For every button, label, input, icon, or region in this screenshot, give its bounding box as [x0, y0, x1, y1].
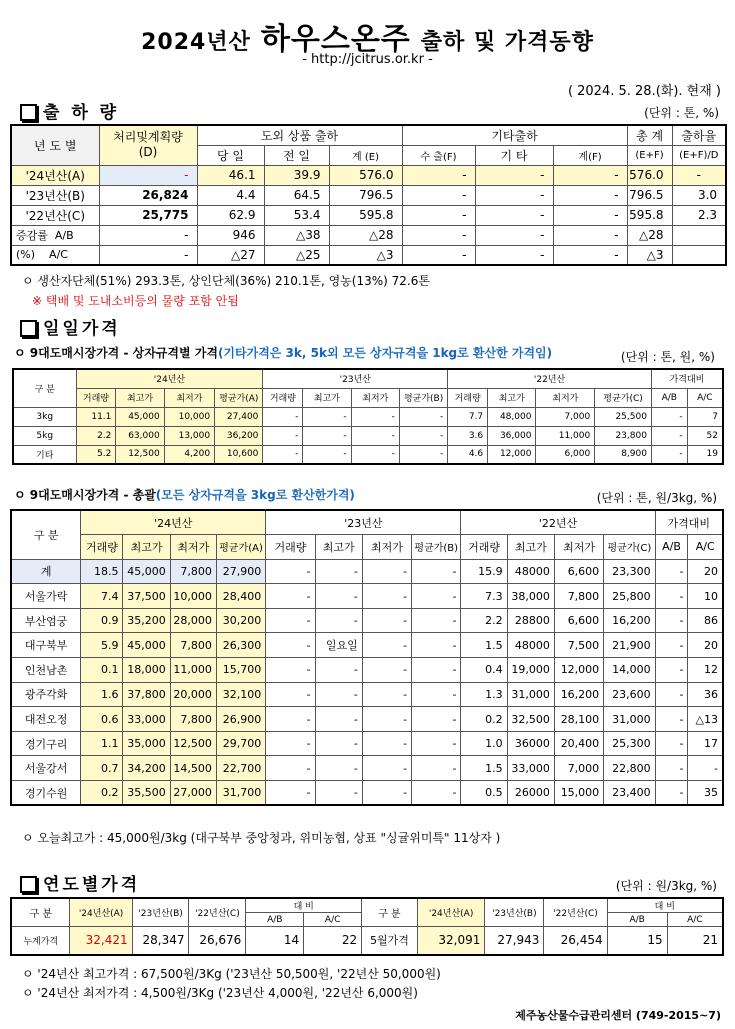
daily-note: ㅇ 오늘최고가 : 45,000원/3kg (대구북부 중앙청과, 위미농협, 상표 "싱귤위미특" 11상자 ) — [22, 831, 501, 845]
table-row: 증감률 A/B - 946 △38 △28 - - - △28 — [11, 225, 726, 245]
table-row: '22년산(C) 25,775 62.9 53.4 595.8 - - - 595.8 2.3 — [11, 205, 726, 225]
table-row: 5kg 2.2 63,000 13,000 36,200 - - - - 3.6 36,000 11,000 23,800 - 52 — [13, 426, 723, 445]
col-sum-f: 계(F) — [553, 145, 627, 165]
shipment-unit: (단위 : 톤, %) — [644, 106, 719, 120]
col-ratio: 출하율 — [672, 125, 726, 145]
checkbox-square-icon — [20, 320, 37, 337]
yearly-unit: (단위 : 원/3kg, %) — [615, 879, 717, 893]
daily-subtitle-1: ㅇ 9대도매시장가격 - 상자규격별 가격(기타가격은 3k, 5k외 모든 상자규격을 1kg로 환산한 가격임) — [14, 346, 553, 360]
col-year: 년 도 별 — [11, 125, 99, 165]
col-sum-e: 계 (E) — [329, 145, 402, 165]
col-today: 당 일 — [197, 145, 264, 165]
shipment-warning: ※ 택배 및 도내소비등의 물량 포함 안됨 — [32, 294, 239, 308]
yearly-price-table: 구 분 '24년산(A) '23년산(B) '22년산(C) 대 비 구 분 '24년산(A) '23년산(B) '22년산(C) 대 비 A/B A/C A/B A/C 누계가격 32,421 28,347 26,676 14 22 5월가격 32,091 27,943 26,454 15 21 — [10, 897, 724, 956]
col-processing: 처리및계획량 (D) — [99, 125, 197, 165]
col-etc: 기 타 — [475, 145, 553, 165]
table-row: 대전오정 0.6 33,000 7,800 26,900 - - - - 0.2 32,500 28,100 31,000 - △13 — [11, 707, 723, 732]
section-daily-title: 일일가격 — [20, 314, 121, 339]
table-row: 서울강서 0.7 34,200 14,500 22,700 - - - - 1.5 33,000 7,000 22,800 - - — [11, 756, 723, 781]
table-row: 계 18.5 45,000 7,800 27,900 - - - - 15.9 48000 6,600 23,300 - 20 — [11, 559, 723, 584]
table-row: '23년산(B) 26,824 4.4 64.5 796.5 - - - 796.5 3.0 — [11, 185, 726, 205]
daily-subtitle-2: ㅇ 9대도매시장가격 - 총괄(모든 상자규격을 3kg로 환산한가격) — [14, 488, 355, 502]
table-row: 서울가락 7.4 37,500 10,000 28,400 - - - - 7.3 38,000 7,800 25,800 - 10 — [11, 584, 723, 609]
col-domestic: 도외 상품 출하 — [197, 125, 402, 145]
total-price-table: 구 분 '24년산 '23년산 '22년산 가격대비 거래량 최고가 최저가 평균가(A) 거래량 최고가 최저가 평균가(B) 거래량 최고가 최저가 평균가(C) A/B A/C 계 18.5 45,000 7,800 27,900 - - - - 15.9 48000 6,600 23,300 - 20 서울가락 7.4 37,500 10,000 28,400 - - - - 7.3 38,000 7,800 25,800 - 10 부산엄궁 0.9 35,200 28,000 30,200 - - - - 2.2 28800 6,600 16,200 - 86 대구북부 5.9 45,000 7,800 26,300 - 일요일 - - 1.5 48000 7,500 21,900 - 20 인천남촌 0.1 18,000 11,000 15,700 - - - - 0.4 19,000 12,000 14,000 - 12 광주각화 1.6 37,800 20,000 32,100 - - - - 1.3 31,000 16,200 23,600 - 36 대전오정 0.6 33,000 7,800 26,900 - - - - 0.2 32,500 28,100 31,000 - △13 경기구리 1.1 35,000 12,500 29,700 - - - - 1.0 36000 20,400 25,300 - 17 서울강서 0.7 34,200 14,500 22,700 - - - - 1.5 33,000 7,000 22,800 - - 경기수원 0.2 35,500 27,000 31,700 - - - - 0.5 26000 15,000 23,400 - 35 — [10, 509, 724, 806]
yearly-note-min: ㅇ '24년산 최저가격 : 4,500원/3Kg ('23년산 4,000원, '22년산 6,000원) — [22, 986, 418, 1000]
table-row: '24년산(A) - 46.1 39.9 576.0 - - - 576.0 - — [11, 165, 726, 185]
checkbox-square-icon — [20, 104, 37, 121]
table-row: 누계가격 32,421 28,347 26,676 14 22 5월가격 32,091 27,943 26,454 15 21 — [11, 927, 723, 955]
footer-credit: 제주농산물수급관리센터 (749-2015~7) — [515, 1009, 721, 1022]
col-prev: 전 일 — [264, 145, 329, 165]
report-date: ( 2024. 5. 28.(화). 현재 ) — [567, 84, 721, 99]
section-shipment-title: 출 하 량 — [20, 98, 119, 123]
checkbox-square-icon — [20, 876, 37, 893]
daily-unit-1: (단위 : 톤, 원, %) — [620, 350, 715, 364]
table-row: 광주각화 1.6 37,800 20,000 32,100 - - - - 1.3 31,000 16,200 23,600 - 36 — [11, 682, 723, 707]
table-row: 인천남촌 0.1 18,000 11,000 15,700 - - - - 0.4 19,000 12,000 14,000 - 12 — [11, 658, 723, 683]
table-row: 기타 5.2 12,500 4,200 10,600 - - - - 4.6 12,000 6,000 8,900 - 19 — [13, 445, 723, 464]
page-title: 2024년산 하우스온주 출하 및 가격동향 — [141, 22, 594, 57]
shipment-note: ㅇ 생산자단체(51%) 293.3톤, 상인단체(36%) 210.1톤, 영농(13%) 72.6톤 — [22, 274, 430, 288]
col-other: 기타출하 — [402, 125, 627, 145]
table-row: 부산엄궁 0.9 35,200 28,000 30,200 - - - - 2.2 28800 6,600 16,200 - 86 — [11, 608, 723, 633]
daily-unit-2: (단위 : 톤, 원/3kg, %) — [596, 491, 717, 505]
table-row: 대구북부 5.9 45,000 7,800 26,300 - 일요일 - - 1.5 48000 7,500 21,900 - 20 — [11, 633, 723, 658]
col-total-sub: (E+F) — [627, 145, 672, 165]
yearly-note-max: ㅇ '24년산 최고가격 : 67,500원/3Kg ('23년산 50,500원, '22년산 50,000원) — [22, 967, 441, 981]
shipment-table — [10, 124, 727, 266]
table-row: 경기구리 1.1 35,000 12,500 29,700 - - - - 1.0 36000 20,400 25,300 - 17 — [11, 731, 723, 756]
col-export: 수 출(F) — [402, 145, 475, 165]
table-row: 3kg 11.1 45,000 10,000 27,400 - - - - 7.7 48,000 7,000 25,500 - 7 — [13, 407, 723, 426]
table-row: (%) A/C - △27 △25 △3 - - - △3 — [11, 245, 726, 265]
section-yearly-title: 연도별가격 — [20, 870, 140, 895]
col-ratio-sub: (E+F)/D — [672, 145, 726, 165]
box-price-table: 구 분 '24년산 '23년산 '22년산 가격대비 거래량 최고가 최저가 평균가(A) 거래량 최고가 최저가 평균가(B) 거래량 최고가 최저가 평균가(C) A/B A/C 3kg 11.1 45,000 10,000 27,400 - - - - 7.7 48,000 7,000 25,500 - 7 5kg 2.2 63,000 13,000 36,200 - - - - 3.6 36,000 11,000 23,800 - 52 기타 5.2 12,500 4,200 10,600 - - - - 4.6 12,000 6,000 8,900 - 19 — [12, 368, 724, 465]
table-row: 경기수원 0.2 35,500 27,000 31,700 - - - - 0.5 26000 15,000 23,400 - 35 — [11, 781, 723, 806]
website-url[interactable]: - http://jcitrus.or.kr - — [302, 52, 433, 67]
col-total: 총 계 — [627, 125, 672, 145]
